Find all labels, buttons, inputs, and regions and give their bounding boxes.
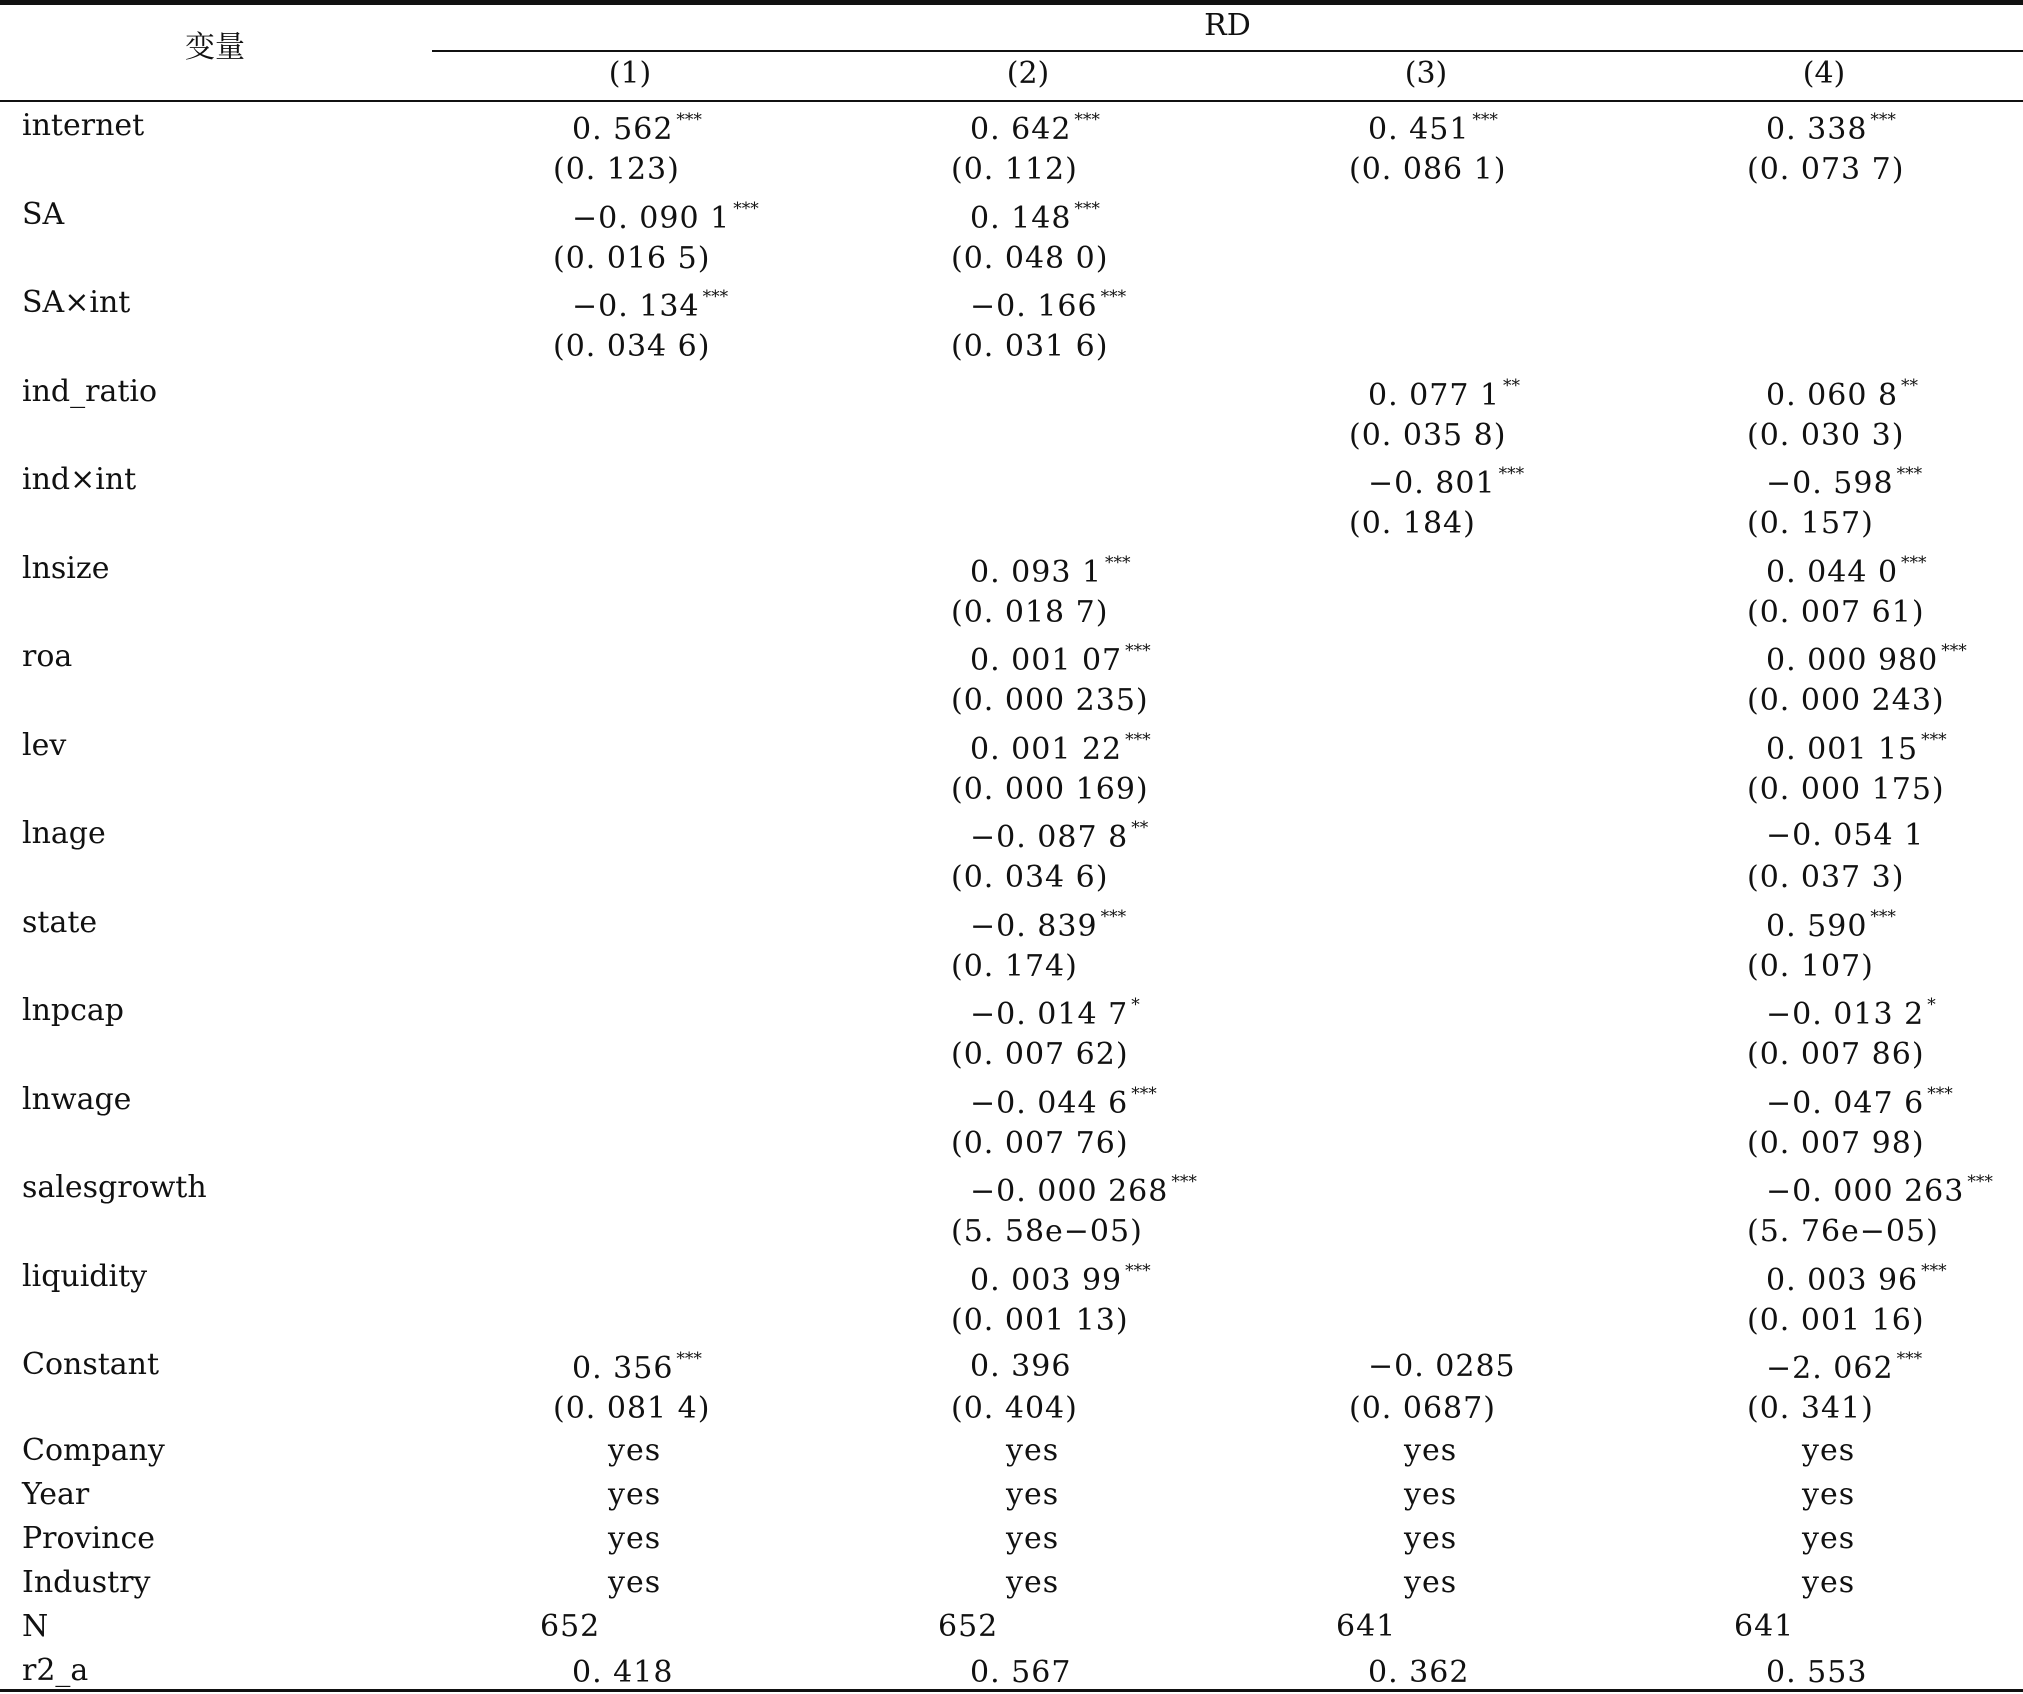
coefficient-value: 0. 060 8 [1766,377,1899,413]
coefficient-value: 0. 003 99 [970,1262,1123,1298]
coefficient-value: 0. 044 0 [1766,554,1899,590]
significance-stars: *** [1100,906,1127,927]
row-label: roa [22,639,73,674]
coefficient-cell [1766,110,1896,147]
significance-stars: *** [1870,110,1896,130]
coefficient-cell [1368,464,1524,501]
standard-error-cell: (0. 086 1) [1349,152,1507,187]
standard-error-cell: (0. 123) [553,152,680,187]
row-label: Company [22,1433,165,1468]
standard-error-cell: (0. 001 16) [1747,1302,1925,1338]
significance-stars: *** [1498,464,1525,484]
significance-stars: *** [1125,641,1151,661]
fixed-effect-cell: yes [1404,1521,1458,1556]
fixed-effect-cell: yes [1802,1565,1856,1600]
standard-error-cell: (0. 112) [951,152,1078,187]
coefficient-cell [1766,995,1936,1032]
coefficient-cell [1766,553,1927,590]
standard-error-cell: (0. 035 8) [1349,417,1507,453]
standard-error-cell: (0. 000 169) [951,771,1149,807]
standard-error-cell: (0. 404) [951,1391,1078,1426]
coefficient-value: 0. 396 [970,1349,1072,1384]
coefficient-cell [1766,1349,1922,1386]
coefficient-value: −0. 013 2 [1766,997,1925,1032]
standard-error-cell: (0. 007 98) [1747,1125,1925,1161]
significance-stars: *** [1927,1083,1953,1104]
row-label: SA×int [22,285,131,320]
significance-stars: *** [1901,552,1927,573]
fixed-effect-cell: yes [1006,1521,1060,1556]
row-label: lnage [22,816,106,851]
fixed-effect-cell: yes [1802,1433,1856,1468]
significance-stars: *** [676,110,702,130]
statistic-cell: 0. 418 [572,1655,674,1690]
coefficient-value: 0. 562 [572,112,674,147]
standard-error-cell: (0. 107) [1747,948,1874,984]
coefficient-cell [970,1172,1197,1209]
row-label: Constant [22,1347,160,1382]
significance-stars: *** [1896,464,1923,484]
coefficient-cell [1368,376,1520,413]
standard-error-cell: (0. 174) [951,948,1078,984]
coefficient-cell [572,110,702,147]
coefficient-value: −0. 014 7 [970,997,1129,1032]
significance-stars: *** [1870,906,1896,927]
significance-stars: *** [1125,1260,1151,1281]
standard-error-cell: (0. 007 76) [951,1125,1129,1161]
coefficient-value: −0. 000 263 [1766,1174,1965,1209]
coefficient-value: 0. 001 22 [970,731,1123,767]
significance-stars: *** [1074,198,1100,219]
standard-error-cell: (5. 58e−05) [951,1214,1143,1249]
coefficient-value: 0. 077 1 [1368,377,1501,413]
rd-underline [432,50,2023,52]
significance-stars: *** [1105,552,1131,573]
standard-error-cell: (0. 341) [1747,1391,1874,1426]
row-label: ind_ratio [22,373,158,409]
column-header-1: (1) [608,56,652,91]
coefficient-cell [970,641,1151,678]
standard-error-cell: (0. 073 7) [1747,152,1905,187]
standard-error-cell: (5. 76e−05) [1747,1214,1939,1249]
top-rule [0,0,2023,5]
row-label: lnwage [22,1081,132,1117]
coefficient-cell [1766,641,1967,678]
coefficient-cell [970,1261,1151,1298]
fixed-effect-cell: yes [1404,1565,1458,1600]
coefficient-value: 0. 451 [1368,112,1470,147]
row-label: internet [22,108,145,143]
row-label: state [22,904,98,940]
coefficient-value: −0. 047 6 [1766,1085,1925,1121]
row-label: Industry [22,1565,151,1600]
coefficient-value: 0. 003 96 [1766,1262,1919,1298]
statistic-cell: 641 [1734,1609,1795,1644]
coefficient-value: 0. 001 07 [970,643,1123,678]
coefficient-value: −0. 090 1 [572,200,731,236]
coefficient-value: 0. 148 [970,200,1072,236]
significance-stars: *** [1941,641,1967,661]
coefficient-cell [1368,110,1498,147]
fixed-effect-cell: yes [1006,1565,1060,1600]
fixed-effect-cell: yes [1404,1477,1458,1512]
standard-error-cell: (0. 007 86) [1747,1037,1925,1072]
header-rule [0,100,2023,102]
fixed-effect-cell: yes [1802,1521,1856,1556]
significance-stars: ** [1901,375,1919,396]
coefficient-cell [1368,1349,1516,1384]
column-header-2: (2) [1006,56,1050,91]
statistic-cell: 0. 553 [1766,1655,1868,1690]
coefficient-cell [970,553,1131,590]
coefficient-value: −0. 087 8 [970,820,1129,855]
dependent-variable-header: RD [1204,8,1251,43]
coefficient-cell [1766,907,1896,944]
significance-stars: *** [676,1349,702,1369]
coefficient-value: −2. 062 [1766,1351,1894,1386]
coefficient-value: −0. 000 268 [970,1174,1169,1209]
statistic-cell: 0. 567 [970,1655,1072,1690]
row-label: salesgrowth [22,1170,207,1205]
standard-error-cell: (0. 034 6) [951,860,1109,895]
significance-stars: *** [1125,729,1151,750]
standard-error-cell: (0. 034 6) [553,329,711,364]
row-label: liquidity [22,1258,148,1294]
significance-stars: * [1131,995,1140,1015]
standard-error-cell: (0. 184) [1349,506,1476,541]
standard-error-cell: (0. 018 7) [951,594,1109,630]
significance-stars: *** [1171,1172,1197,1192]
coefficient-cell [970,110,1100,147]
row-label: Year [22,1477,90,1512]
fixed-effect-cell: yes [1404,1433,1458,1468]
standard-error-cell: (0. 000 235) [951,683,1149,718]
standard-error-cell: (0. 157) [1747,506,1874,541]
coefficient-cell [572,1349,702,1386]
coefficient-cell [970,199,1100,236]
significance-stars: *** [1896,1349,1923,1369]
significance-stars: *** [1100,287,1127,307]
significance-stars: *** [1921,729,1947,750]
variable-header: 变量 [185,30,245,65]
fixed-effect-cell: yes [1006,1477,1060,1512]
coefficient-cell [1766,1084,1953,1121]
column-header-4: (4) [1802,56,1846,91]
significance-stars: *** [1074,110,1100,130]
coefficient-cell [1766,1261,1947,1298]
standard-error-cell: (0. 081 4) [553,1391,711,1426]
significance-stars: * [1927,995,1936,1015]
fixed-effect-cell: yes [608,1477,662,1512]
coefficient-cell [1766,1172,1993,1209]
column-header-3: (3) [1404,56,1448,91]
significance-stars: *** [1921,1260,1947,1281]
coefficient-cell [1766,730,1947,767]
row-label: N [22,1609,49,1644]
significance-stars: ** [1131,818,1149,838]
coefficient-cell [572,287,728,324]
fixed-effect-cell: yes [1802,1477,1856,1512]
coefficient-value: 0. 642 [970,112,1072,147]
significance-stars: *** [702,287,729,307]
significance-stars: *** [1472,110,1498,130]
standard-error-cell: (0. 001 13) [951,1302,1129,1338]
statistic-cell: 652 [540,1609,601,1644]
significance-stars: *** [733,198,759,219]
coefficient-value: −0. 0285 [1368,1349,1516,1384]
coefficient-value: −0. 839 [970,908,1098,944]
row-label: Province [22,1521,156,1556]
coefficient-value: −0. 044 6 [970,1085,1129,1121]
significance-stars: *** [1131,1083,1157,1104]
fixed-effect-cell: yes [608,1521,662,1556]
significance-stars: *** [1967,1172,1993,1192]
significance-stars: ** [1503,375,1521,396]
fixed-effect-cell: yes [1006,1433,1060,1468]
coefficient-cell [1766,464,1922,501]
fixed-effect-cell: yes [608,1565,662,1600]
row-label: SA [22,196,65,232]
coefficient-value: −0. 598 [1766,466,1894,501]
coefficient-cell [970,730,1151,767]
fixed-effect-cell: yes [608,1433,662,1468]
standard-error-cell: (0. 037 3) [1747,860,1905,895]
coefficient-value: −0. 134 [572,289,700,324]
row-label: lev [22,727,67,763]
statistic-cell: 641 [1336,1609,1397,1644]
coefficient-value: 0. 590 [1766,908,1868,944]
standard-error-cell: (0. 007 62) [951,1037,1129,1072]
standard-error-cell: (0. 007 61) [1747,594,1925,630]
coefficient-value: 0. 356 [572,1351,674,1386]
coefficient-value: −0. 801 [1368,466,1496,501]
row-label: lnpcap [22,993,125,1028]
coefficient-cell [970,995,1140,1032]
coefficient-cell [572,199,759,236]
coefficient-cell [1766,818,1924,853]
standard-error-cell: (0. 000 243) [1747,683,1945,718]
row-label: r2_a [22,1653,89,1688]
coefficient-value: 0. 338 [1766,112,1868,147]
standard-error-cell: (0. 0687) [1349,1391,1496,1426]
coefficient-value: −0. 166 [970,289,1098,324]
coefficient-cell [970,1084,1157,1121]
coefficient-cell [970,287,1126,324]
coefficient-cell [1766,376,1918,413]
coefficient-value: 0. 001 15 [1766,731,1919,767]
statistic-cell: 652 [938,1609,999,1644]
standard-error-cell: (0. 016 5) [553,240,711,276]
standard-error-cell: (0. 000 175) [1747,771,1945,807]
coefficient-cell [970,818,1148,855]
coefficient-value: 0. 093 1 [970,554,1103,590]
coefficient-cell [970,1349,1071,1384]
standard-error-cell: (0. 031 6) [951,329,1109,364]
statistic-cell: 0. 362 [1368,1655,1470,1690]
coefficient-value: 0. 000 980 [1766,643,1939,678]
standard-error-cell: (0. 030 3) [1747,417,1905,453]
coefficient-cell [970,907,1126,944]
standard-error-cell: (0. 048 0) [951,240,1109,276]
coefficient-value: −0. 054 1 [1766,818,1925,853]
row-label: lnsize [22,550,110,586]
row-label: ind×int [22,462,137,497]
